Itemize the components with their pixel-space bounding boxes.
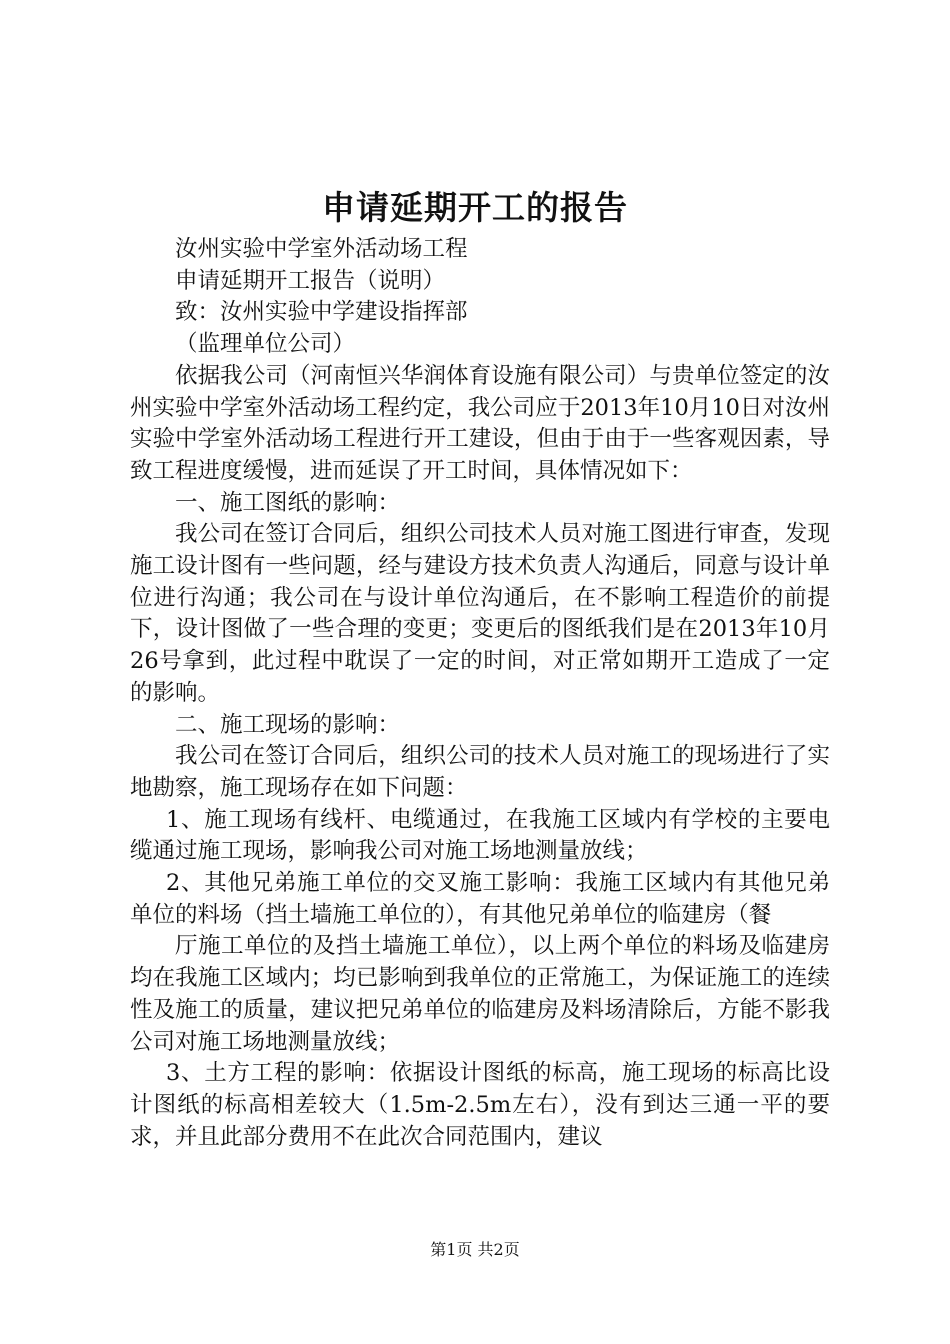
list-item-cross-construction: 2、其他兄弟施工单位的交叉施工影响：我施工区域内有其他兄弟单位的料场（挡土墙施工单位的），有其他兄弟单位的临建房（餐 <box>130 870 830 928</box>
paragraph-recipient: 致：汝州实验中学建设指挥部 <box>175 299 468 326</box>
paragraph-project-name: 汝州实验中学室外活动场工程 <box>175 236 468 262</box>
list-item-cables: 1、施工现场有线杆、电缆通过，在我施工区域内有学校的主要电缆通过施工现场，影响我公司对施工场地测量放线； <box>130 806 830 865</box>
paragraph-intro: 依据我公司（河南恒兴华润体育设施有限公司）与贵单位签定的汝州实验中学室外活动场工程约定，我公司应于2013年10月10日对汝州实验中学室外活动场工程进行开工建设，但由于由于一些客观因素，导致工程进度缓慢，进而延误了开工时间，具体情况如下： <box>130 362 830 484</box>
section-heading-drawings: 一、施工图纸的影响： <box>175 489 401 516</box>
list-item-earthwork: 3、土方工程的影响：依据设计图纸的标高，施工现场的标高比设计图纸的标高相差较大（1.5m-2.5m左右），没有到达三通一平的要求，并且此部分费用不在此次合同范围内，建议 <box>130 1060 830 1150</box>
document-title: 申请延期开工的报告 <box>322 188 628 227</box>
paragraph-supervisor: （监理单位公司） <box>175 331 356 358</box>
paragraph-report-subtitle: 申请延期开工报告（说明） <box>175 267 446 294</box>
document-body <box>130 234 830 1153</box>
section-heading-site: 二、施工现场的影响： <box>175 711 401 738</box>
page-number-footer: 第1页 共2页 <box>430 1240 520 1259</box>
paragraph-site: 我公司在签订合同后，组织公司的技术人员对施工的现场进行了实地勘察，施工现场存在如下问题： <box>130 743 830 801</box>
paragraph-cross-construction-cont: 厅施工单位的及挡土墙施工单位），以上两个单位的料场及临建房均在我施工区域内；均已影响到我单位的正常施工，为保证施工的连续性及施工的质量，建议把兄弟单位的临建房及料场清除后，方能不影我公司对施工场地测量放线； <box>130 933 830 1055</box>
paragraph-drawings: 我公司在签订合同后，组织公司技术人员对施工图进行审查，发现施工设计图有一些问题，经与建设方技术负责人沟通后，同意与设计单位进行沟通；我公司在与设计单位沟通后，在不影响工程造价的前提下，设计图做了一些合理的变更；变更后的图纸我们是在2013年10月26号拿到，此过程中耽误了一定的时间，对正常如期开工造成了一定的影响。 <box>130 521 830 706</box>
